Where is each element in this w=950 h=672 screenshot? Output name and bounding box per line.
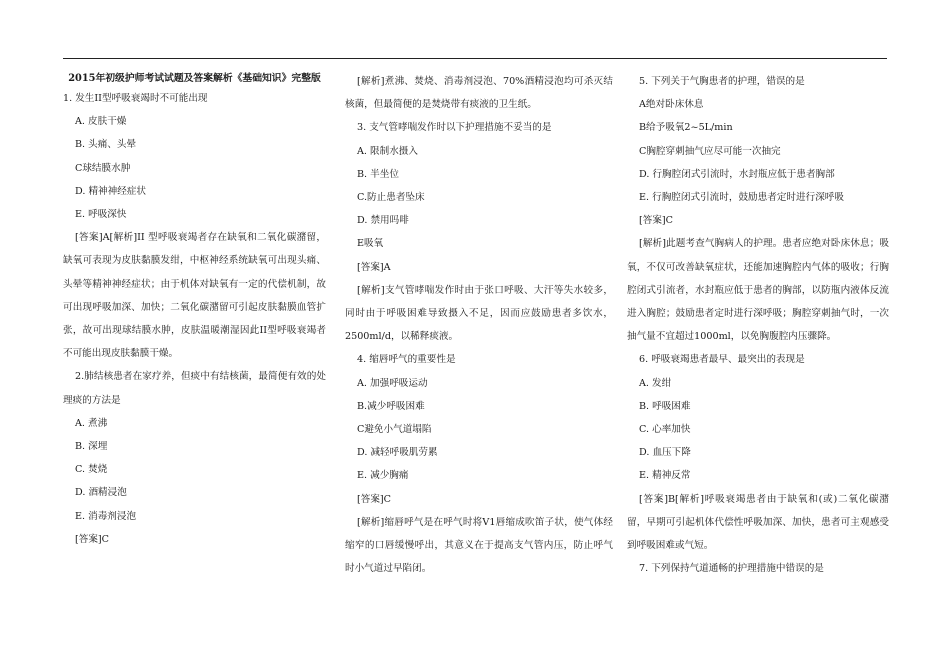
column-2 xyxy=(345,70,613,580)
answer-option: B给予吸氧2~5L/min xyxy=(639,122,733,134)
paragraph: 6. 呼吸衰竭患者最早、最突出的表现是 xyxy=(639,354,805,366)
document-title: 2015年初级护师考试试题及答案解析《基础知识》完整版 xyxy=(68,73,321,84)
answer-option: D. 行胸腔闭式引流时，水封瓶应低于患者胸部 xyxy=(639,168,835,180)
answer-option: B. 半坐位 xyxy=(357,168,399,180)
answer-option: E. 行胸腔闭式引流时，鼓励患者定时进行深呼吸 xyxy=(639,192,844,204)
answer-option: C. 焚烧 xyxy=(75,464,108,476)
answer-option: A. 加强呼吸运动 xyxy=(357,377,428,389)
answer-option: B. 呼吸困难 xyxy=(639,400,691,412)
answer-option: B. 头痛、头晕 xyxy=(75,139,137,151)
paragraph: [解析]煮沸、焚烧、消毒剂浸泡、70%酒精浸泡均可杀灭结核菌，但最简便的是焚烧带有痰液的卫生纸。 xyxy=(345,76,613,111)
column-1-body xyxy=(63,87,326,551)
paragraph: [答案]A[解析]II 型呼吸衰竭者存在缺氧和二氧化碳潴留，缺氧可表现为皮肤黏膜发绀，中枢神经系统缺氧可出现头痛、头晕等精神神经症状；由于机体对缺氧有一定的代偿机制，故可出现呼吸加深、加快；二氧化碳潴留可引起皮肤黏膜血管扩张，故可出现球结膜水肿，皮肤温暖潮湿因此II型呼吸衰竭者不可能出现皮肤黏膜干燥。 xyxy=(63,232,326,360)
paragraph: 7. 下列保持气道通畅的护理措施中错误的是 xyxy=(639,563,824,575)
answer-option: E. 消毒剂浸泡 xyxy=(75,510,137,522)
answer-option: A绝对卧床休息 xyxy=(639,99,704,111)
answer-option: C避免小气道塌陷 xyxy=(357,424,432,436)
answer-option: B.减少呼吸困难 xyxy=(357,400,425,412)
answer-option: D. 精神神经症状 xyxy=(75,185,147,197)
answer-option: D. 减轻呼吸肌劳累 xyxy=(357,447,438,459)
question-text: 1. 发生II型呼吸衰竭时不可能出现 xyxy=(63,93,208,104)
paragraph: 5. 下列关于气胸患者的护理，错误的是 xyxy=(639,76,805,87)
answer-key: [答案]C xyxy=(639,215,674,227)
answer-option: B. 深埋 xyxy=(75,441,108,453)
answer-key: [答案]A xyxy=(357,261,391,273)
answer-option: E. 减少胸痛 xyxy=(357,470,409,482)
paragraph: 2.肺结核患者在家疗养，但痰中有结核菌，最简便有效的处理痰的方法是 xyxy=(63,371,326,406)
answer-option: A. 皮肤干燥 xyxy=(75,116,127,128)
answer-option: C球结膜水肿 xyxy=(75,162,131,174)
answer-option: C. 心率加快 xyxy=(639,424,691,436)
answer-option: D. 禁用吗啡 xyxy=(357,215,409,227)
answer-option: E. 呼吸深快 xyxy=(75,209,127,221)
answer-option: E. 精神反常 xyxy=(639,470,691,482)
header-rule xyxy=(63,58,887,59)
answer-key: [答案]C xyxy=(75,533,110,545)
answer-option: A. 煮沸 xyxy=(75,417,108,429)
answer-option: E吸氧 xyxy=(357,238,384,250)
answer-option: C胸腔穿刺抽气应尽可能一次抽完 xyxy=(639,145,781,157)
paragraph: [答案]B[解析]呼吸衰竭患者由于缺氧和(或)二氧化碳潴留，早期可引起机体代偿性呼吸加深、加快，患者可主观感受到呼吸困难或气短。 xyxy=(627,493,889,552)
answer-option: A. 发绀 xyxy=(639,377,672,389)
answer-option: D. 血压下降 xyxy=(639,447,691,459)
paragraph: [解析]支气管哮喘发作时由于张口呼吸、大汗等失水较多，同时由于呼吸困难导致摄入不足，因而应鼓励患者多饮水，2500ml/d，以稀释痰液。 xyxy=(345,284,613,343)
column-3 xyxy=(627,70,889,580)
answer-option: D. 酒精浸泡 xyxy=(75,487,127,499)
paragraph: 3. 支气管哮喘发作时以下护理措施不妥当的是 xyxy=(357,122,552,134)
paragraph: 4. 缩唇呼气的重要性是 xyxy=(357,354,456,366)
column-1 xyxy=(63,70,326,551)
column-3-body xyxy=(627,70,889,580)
answer-key: [答案]C xyxy=(357,493,392,505)
paragraph: [解析]此题考查气胸病人的护理。患者应绝对卧床休息；吸氧，不仅可改善缺氧症状，还能加速胸腔内气体的吸收；行胸腔闭式引流者，水封瓶应低于患者的胸部，以防瓶内液体反流进入胸腔；鼓励患者定时进行深呼吸；胸腔穿刺抽气时，一次抽气量不宜超过1000ml，以免胸腹腔内压骤降。 xyxy=(627,238,889,343)
column-2-body xyxy=(345,70,613,580)
answer-option: A. 限制水摄入 xyxy=(357,145,418,157)
answer-option: C.防止患者坠床 xyxy=(357,192,425,204)
paragraph: [解析]缩唇呼气是在呼气时将V1唇缩成吹笛子状，使气体经缩窄的口唇缓慢呼出，其意义在于提高支气管内压，防止呼气时小气道过早陷闭。 xyxy=(345,516,613,575)
